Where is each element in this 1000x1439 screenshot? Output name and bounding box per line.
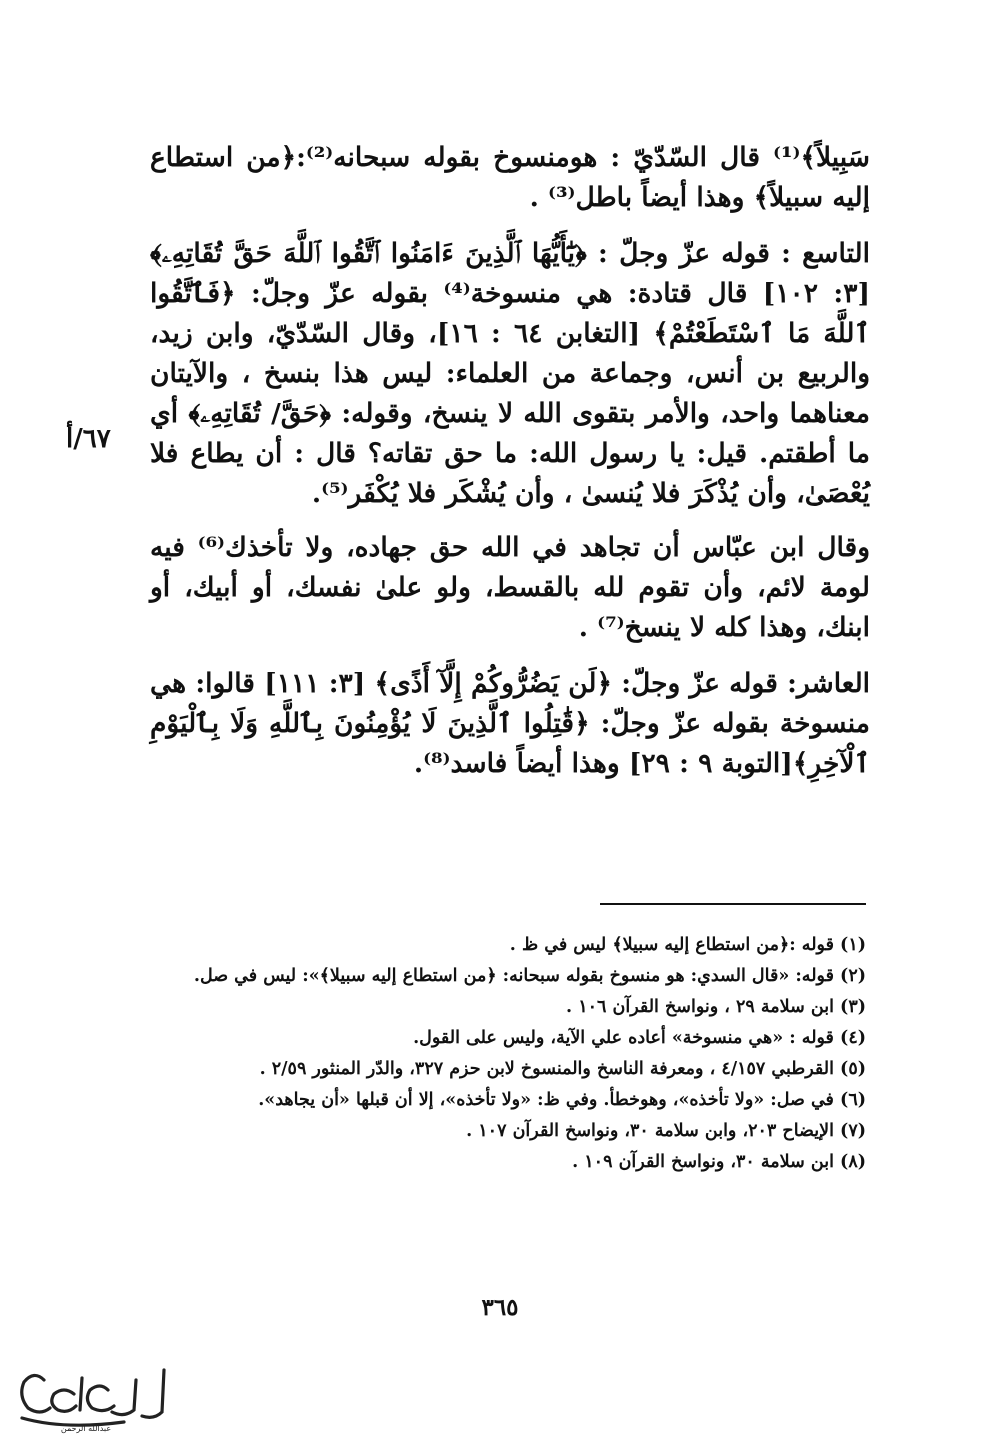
footnote-1: (١) قوله :﴿من استطاع إليه سبيلا﴾ ليس في ظ . — [509, 935, 866, 955]
logo-subtext: عبدالله الرحمن — [60, 1424, 112, 1433]
footnote-5: (٥) القرطبي ٤/١٥٧ ، ومعرفة الناسخ والمنسوخ لابن حزم ٣٢٧، والدّر المنثور ٢/٥٩ . — [259, 1059, 866, 1079]
footnote-3: (٣) ابن سلامة ٢٩ ، ونواسخ القرآن ١٠٦ . — [566, 997, 866, 1017]
footnote-2: (٢) قوله: «قال السدي: هو منسوخ بقوله سبحانه: ﴿من استطاع إليه سبيلا﴾»: ليس في صل. — [193, 966, 866, 986]
footnote-4: (٤) قوله : «هي منسوخة» أعاده علي الآية، وليس على القول. — [413, 1028, 866, 1048]
footnote-8: (٨) ابن سلامة ٣٠، ونواسخ القرآن ١٠٩ . — [572, 1152, 866, 1172]
manuscript-folio-note: ٦٧/أ — [66, 424, 111, 454]
footnote-divider — [600, 903, 866, 905]
logo-stroke — [22, 1370, 164, 1425]
footnotes — [160, 930, 866, 1178]
paragraph-2: التاسع : قوله عزّ وجلّ : ﴿يَٰٓأَيُّهَا ٱلَّذِينَ ءَامَنُوا ٱتَّقُوا ٱللَّهَ حَقَّ تُقَاتِهِۦ﴾ [٣: ١٠٢] قال قتادة: هي منسوخة⁽⁴⁾ بقوله عزّ وجلّ: ﴿فَٱتَّقُوا ٱللَّهَ مَا ٱسْتَطَعْتُمْ﴾ [التغابن ٦٤ : ١٦]، وقال السّدّيّ، وابن زيد، والربيع بن أنس، وجماعة من العلماء: ليس هذا بنسخ ، والآيتان معناهما واحد، والأمر بتقوى الله لا ينسخ، وقوله: ﴿حَقَّ/ تُقَاتِهِۦ﴾ أي ما أطقتم. قيل: يا رسول الله: ما حق تقاته؟ قال : أن يطاع فلا يُعْصَىٰ، وأن يُذْكَرَ فلا يُنسىٰ ، وأن يُشْكَر فلا يُكْفَر⁽⁵⁾. — [150, 238, 871, 509]
main-text — [150, 138, 870, 800]
paragraph-4: العاشر: قوله عزّ وجلّ: ﴿لَن يَضُرُّوكُمْ إِلَّآ أَذًى﴾ [٣: ١١١] قالوا: هي منسوخة بقوله عزّ وجلّ: ﴿قَٰتِلُوا ٱلَّذِينَ لَا يُؤْمِنُونَ بِٱللَّهِ وَلَا بِٱلْيَوْمِ ٱلْآخِرِ﴾[التوبة ٩ : ٢٩] وهذا أيضاً فاسد⁽⁸⁾. — [150, 668, 871, 779]
paragraph-3: وقال ابن عبّاس أن تجاهد في الله حق جهاده، ولا تأخذك⁽⁶⁾ فيه لومة لائم، وأن تقوم لله بالقسط، ولو علىٰ نفسك، أو أبيك، أو ابنك، وهذا كله لا ينسخ⁽⁷⁾ . — [150, 532, 871, 643]
footnote-7: (٧) الإيضاح ٢٠٣، وابن سلامة ٣٠، ونواسخ القرآن ١٠٧ . — [466, 1121, 866, 1141]
footnote-6: (٦) في صل: «ولا تأخذه»، وهوخطأ. وفي ظ: «ولا تأخذه»، إلا أن قبلها «أن يجاهد». — [258, 1090, 866, 1110]
page-number: ٣٦٥ — [481, 1294, 519, 1321]
calligraphy-logo-icon — [4, 1360, 174, 1434]
paragraph-1: سَبِيلاً﴾⁽¹⁾ قال السّدّيّ : هومنسوخ بقوله سبحانه⁽²⁾:﴿من استطاع إليه سبيلاً﴾ وهذا أيضاً باطل⁽³⁾ . — [150, 142, 870, 213]
